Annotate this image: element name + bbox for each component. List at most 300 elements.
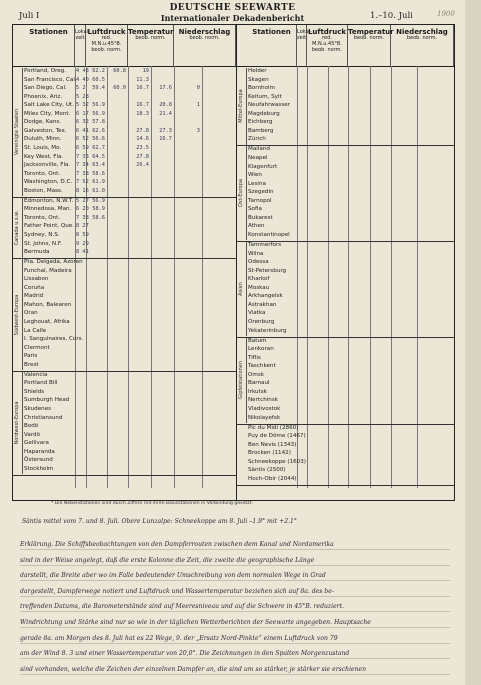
table-row bbox=[13, 302, 236, 311]
ruled-line bbox=[20, 565, 450, 566]
col-temperatur-sub: beob. norm. bbox=[353, 35, 385, 41]
cell-pn: 60.0 bbox=[113, 85, 126, 92]
col-niederschlag-title: Niederschlag bbox=[396, 28, 448, 36]
table-row bbox=[237, 68, 454, 77]
table-row bbox=[13, 232, 236, 241]
cell-lt: 5 2 bbox=[76, 85, 86, 92]
station-name: Viatka bbox=[248, 310, 266, 317]
table-row bbox=[13, 162, 236, 171]
table-row bbox=[237, 251, 454, 260]
station-name: Duluth, Minn. bbox=[24, 136, 62, 143]
station-name: St-Petersburg bbox=[248, 267, 287, 274]
region-label bbox=[237, 146, 247, 240]
station-name: Washington, D.C. bbox=[24, 179, 73, 186]
col-stationen-title: Stationen bbox=[252, 28, 291, 36]
cell-lt: 5 32 bbox=[76, 102, 89, 109]
handwritten-line: darstellt, die Breite aber wo im Falle bedeutender Umschreibung von dem normalen Wege in Grad bbox=[20, 572, 326, 580]
cell-lt: 7 33 bbox=[76, 153, 89, 160]
station-name: Bodö bbox=[24, 423, 39, 430]
cell-pn: 60.8 bbox=[113, 68, 126, 74]
table-row bbox=[13, 345, 236, 354]
station-name: Phoenix, Ariz. bbox=[24, 93, 63, 100]
table-row bbox=[13, 319, 236, 328]
region-label bbox=[237, 68, 247, 145]
station-name: Coruña bbox=[24, 284, 45, 291]
station-name: Mailand bbox=[248, 146, 270, 153]
cell-p: 62.7 bbox=[92, 144, 105, 151]
station-name: Helder bbox=[248, 68, 267, 74]
station-name: Lissabon bbox=[24, 276, 49, 283]
handwritten-line: Windrichtung und Stärke sind nur so wie in der täglichen Wetterberichten der Seewarte angegeben. Hauptsache bbox=[20, 619, 371, 626]
region-label bbox=[13, 198, 23, 258]
table-row bbox=[237, 346, 454, 355]
station-name: Tarnopol bbox=[248, 197, 272, 204]
date-range: 1.–10. Juli bbox=[370, 11, 413, 21]
station-name: Toronto, Ont. bbox=[24, 170, 61, 177]
cell-p: 62.2 bbox=[92, 68, 105, 74]
station-name: Oran bbox=[24, 310, 38, 317]
region-name: Canada u.s.w. bbox=[14, 210, 20, 246]
table-left-half bbox=[13, 25, 237, 500]
table-row bbox=[237, 406, 454, 415]
cell-p: 61.0 bbox=[92, 187, 105, 194]
station-name: Haparanda bbox=[24, 448, 55, 455]
table-row bbox=[237, 328, 454, 337]
table-row bbox=[237, 206, 454, 215]
table-row bbox=[13, 77, 236, 86]
handwritten-line: gerade 8a. am Morgen des 8. Juli hat es 22 Wege, 9. der „Ersatz Nord-Pinkte“ einem Luftdruck von 79 bbox=[20, 634, 338, 642]
region-name: Nordwest-Europa bbox=[14, 401, 20, 445]
table-row bbox=[13, 171, 236, 180]
region-name: Asien bbox=[238, 282, 244, 296]
station-name: Galveston, Tex. bbox=[24, 127, 67, 134]
station-name: Nikolayefsk bbox=[248, 414, 281, 421]
table-header bbox=[237, 25, 454, 67]
table-row bbox=[237, 155, 454, 164]
col-luftdruck-title: Luftdruck bbox=[307, 28, 347, 36]
table-row bbox=[237, 198, 454, 207]
station-name: Sofia bbox=[248, 206, 262, 213]
cell-lt: 5 27 bbox=[76, 197, 89, 204]
ruled-line bbox=[20, 596, 450, 597]
station-name: Hoch-Obir (2044) bbox=[248, 475, 297, 482]
station-name: Keitum, Sylt bbox=[248, 93, 282, 100]
cell-lt: 6 20 bbox=[76, 206, 89, 213]
cell-p: 62.6 bbox=[92, 127, 105, 134]
col-stationen-title: Stationen bbox=[29, 28, 68, 36]
station-name: St. Johns, N.F. bbox=[24, 240, 62, 247]
region-label bbox=[237, 338, 247, 424]
cell-t: 14.6 bbox=[136, 136, 149, 143]
table-row bbox=[237, 215, 454, 224]
table-row bbox=[237, 189, 454, 198]
station-name: Stockholm bbox=[24, 465, 54, 472]
table-row bbox=[13, 111, 236, 120]
station-name: Toronto, Ont. bbox=[24, 214, 61, 221]
station-name: Miles City, Mont. bbox=[24, 110, 71, 117]
station-name: Neufahrwasser bbox=[248, 102, 290, 109]
region-name: Vereinigte Staaten bbox=[14, 108, 20, 156]
table-row bbox=[13, 136, 236, 145]
handwritten-line: treffenden Datums, die Barometerstände sind auf Meeresniveau und auf die Schwere in 45°B. reduziert. bbox=[20, 603, 344, 611]
table-row bbox=[237, 467, 454, 476]
data-table bbox=[12, 24, 455, 506]
station-name: Östersund bbox=[24, 457, 53, 464]
table-row bbox=[237, 319, 454, 328]
cell-lt: 6 32 bbox=[76, 119, 89, 126]
cell-tn: 27.3 bbox=[159, 127, 172, 134]
handwritten-line: dargestellt, Dampferwege notiert und Luftdruck und Wassertemperatur beziehen sich auf 8a. des be- bbox=[20, 587, 334, 595]
table-row bbox=[13, 268, 236, 277]
station-name: Lenkoran bbox=[248, 346, 274, 353]
station-name: Boston, Mass. bbox=[24, 187, 63, 194]
table-row bbox=[237, 242, 454, 251]
station-name: San Diego, Cal. bbox=[24, 85, 67, 92]
region-name: Südwest-Europa bbox=[14, 294, 20, 335]
cell-lt: 6 52 bbox=[76, 136, 89, 143]
station-name: Funchal, Madeira bbox=[24, 267, 72, 274]
ruled-line bbox=[20, 580, 450, 581]
station-name: Vardö bbox=[24, 431, 40, 438]
col-luftdruck-sub: beob. norm. bbox=[91, 47, 122, 53]
station-name: Key West, Fla. bbox=[24, 153, 64, 160]
cell-lt: 7 38 bbox=[76, 214, 89, 221]
station-name: I. Sanguinaires, Cors. bbox=[24, 336, 84, 343]
cell-p: 57.8 bbox=[92, 119, 105, 126]
station-name: Ben Nevis (1343) bbox=[248, 441, 297, 448]
table-row bbox=[13, 259, 236, 268]
station-name: Clermont bbox=[24, 344, 50, 351]
cell-p: 61.9 bbox=[92, 179, 105, 186]
table-row bbox=[13, 145, 236, 154]
col-niederschlag bbox=[174, 25, 236, 66]
station-name: Pic du Midi (2860) bbox=[248, 424, 299, 431]
table-row bbox=[237, 459, 454, 468]
cell-t: 27.8 bbox=[136, 127, 149, 134]
cell-t: 11.3 bbox=[136, 76, 149, 83]
col-lokalzeit-sub: Lokal-zeit bbox=[75, 29, 90, 41]
station-name: Konstantinopel bbox=[248, 231, 290, 238]
report-subtitle: Internationaler Dekadenbericht bbox=[160, 13, 305, 23]
station-name: Tammerfors bbox=[248, 242, 282, 248]
cell-p: 58.9 bbox=[92, 206, 105, 213]
table-row bbox=[13, 198, 236, 207]
table-row bbox=[13, 432, 236, 441]
table-row bbox=[237, 164, 454, 173]
cell-lt: 6 41 bbox=[76, 127, 89, 134]
station-name: Brocken (1142) bbox=[248, 450, 291, 457]
table-row bbox=[13, 336, 236, 345]
col-niederschlag-sub: beob. norm. bbox=[189, 35, 220, 41]
table-row bbox=[13, 85, 236, 94]
cell-t: 19 bbox=[142, 68, 149, 74]
table-row bbox=[13, 466, 236, 475]
cell-p: 56.9 bbox=[92, 102, 105, 109]
station-name: Salt Lake City, Ut. bbox=[24, 102, 74, 109]
station-name: Athen bbox=[248, 223, 265, 230]
station-name: Brest bbox=[24, 361, 39, 368]
station-name: Portland, Oreg. bbox=[24, 68, 67, 74]
station-name: Sydney, N.S. bbox=[24, 231, 60, 238]
col-luftdruck-title: Luftdruck bbox=[87, 28, 126, 36]
station-name: Skagen bbox=[248, 76, 269, 83]
station-name: Lesina bbox=[248, 180, 266, 187]
cell-lt: 6 17 bbox=[76, 110, 89, 117]
table-row bbox=[237, 172, 454, 181]
table-row bbox=[13, 94, 236, 103]
table-row bbox=[237, 285, 454, 294]
station-name: Tiflis bbox=[248, 354, 261, 361]
station-name: Zürich bbox=[248, 136, 266, 143]
region-label bbox=[237, 242, 247, 336]
station-name: St. Louis, Mo. bbox=[24, 144, 62, 151]
table-row bbox=[237, 372, 454, 381]
table-row bbox=[13, 215, 236, 224]
cell-p: 58.6 bbox=[92, 170, 105, 177]
cell-tn: 20.8 bbox=[159, 102, 172, 109]
cell-lt: 4 48 bbox=[76, 68, 89, 74]
station-name: Madrid bbox=[24, 293, 44, 300]
table-row bbox=[237, 450, 454, 459]
table-row bbox=[237, 85, 454, 94]
table-row bbox=[237, 128, 454, 137]
ruled-line bbox=[20, 658, 450, 659]
station-name: Neapel bbox=[248, 155, 268, 161]
cell-lt: 5 28 bbox=[76, 93, 89, 100]
col-temperatur-title: Temperatur bbox=[348, 28, 394, 36]
station-name: Yekaterinburg bbox=[248, 327, 287, 334]
station-name: Eichberg bbox=[248, 119, 273, 126]
cell-p: 56.9 bbox=[92, 197, 105, 204]
table-row bbox=[237, 355, 454, 364]
station-name: Szegedin bbox=[248, 189, 274, 196]
table-row bbox=[237, 476, 454, 485]
table-row bbox=[237, 302, 454, 311]
table-row bbox=[13, 102, 236, 111]
table-row bbox=[13, 380, 236, 389]
table-row bbox=[13, 249, 236, 258]
cell-lt: 8 27 bbox=[76, 223, 89, 230]
table-footnote: * Die Nebenstationen sind durch Ziffern mit ihren Basisstationen in Verbindung gesetzt. bbox=[51, 501, 253, 506]
table-row bbox=[13, 285, 236, 294]
col-lokalzeit-sub: Lokal-zeit bbox=[297, 29, 312, 41]
col-stationen bbox=[23, 25, 75, 66]
table-row bbox=[13, 154, 236, 163]
cell-t: 18.3 bbox=[136, 110, 149, 117]
station-name: Nertchinsk bbox=[248, 397, 278, 404]
station-name: Batum bbox=[248, 337, 267, 344]
table-row bbox=[237, 94, 454, 103]
station-name: Minnedosa, Man. bbox=[24, 206, 72, 213]
cell-t: 16.7 bbox=[136, 85, 149, 92]
station-name: Dodge, Kans. bbox=[24, 119, 62, 126]
station-name: Valencia bbox=[24, 371, 48, 378]
station-name: Klagenfurt bbox=[248, 163, 278, 170]
station-name: Christiansund bbox=[24, 414, 63, 421]
cell-r: 0 bbox=[196, 85, 200, 92]
col-niederschlag bbox=[391, 25, 454, 66]
station-name: Moskau bbox=[248, 284, 270, 291]
table-row bbox=[13, 223, 236, 232]
station-name: San Francisco, Cal. bbox=[24, 76, 77, 83]
cell-lt: 8 41 bbox=[76, 249, 89, 256]
cell-p: 63.4 bbox=[92, 162, 105, 169]
table-row bbox=[13, 119, 236, 128]
table-row bbox=[13, 423, 236, 432]
region-name: Mittel-Europa bbox=[238, 89, 244, 124]
region-name: Gipfelstationen bbox=[238, 361, 244, 400]
station-name: Taschkent bbox=[248, 363, 276, 370]
cell-p: 59.4 bbox=[92, 85, 105, 92]
report-org-title: DEUTSCHE SEEWARTE bbox=[169, 3, 296, 13]
cell-t: 27.8 bbox=[136, 153, 149, 160]
table-row bbox=[13, 128, 236, 137]
table-row bbox=[13, 362, 236, 371]
table-row bbox=[13, 276, 236, 285]
station-name: Portland Bill bbox=[24, 380, 58, 387]
station-name: Father Point, Que. bbox=[24, 223, 75, 230]
handwritten-line: Erklärung. Die Schiffsbeobachtungen von den Dampferrouten zwischen dem Kanal und Nordamerika bbox=[20, 541, 334, 548]
ruled-line bbox=[20, 611, 450, 612]
cell-lt: 7 52 bbox=[76, 179, 89, 186]
table-row bbox=[13, 206, 236, 215]
station-name: Gellivara bbox=[24, 440, 49, 447]
table-row bbox=[237, 77, 454, 86]
cell-p: 58.6 bbox=[92, 214, 105, 221]
station-name: Orenburg bbox=[248, 318, 275, 325]
table-row bbox=[237, 119, 454, 128]
pencil-year-note: 1900 bbox=[437, 10, 455, 18]
handwritten-line: sind in der Weise angelegt, daß die erste Kolonne die Zeit, die zweite die geographische Länge bbox=[20, 556, 315, 564]
col-niederschlag-sub: beob. norm. bbox=[406, 35, 438, 41]
cell-tn: 17.6 bbox=[159, 85, 172, 92]
station-name: Magdeburg bbox=[248, 110, 280, 117]
station-name: Sumburgh Head bbox=[24, 397, 70, 404]
cell-lt: 8 16 bbox=[76, 187, 89, 194]
station-name: Kharkof bbox=[248, 276, 270, 283]
col-luftdruck bbox=[86, 25, 128, 66]
table-row bbox=[237, 111, 454, 120]
cell-tn: 16.7 bbox=[159, 136, 172, 143]
table-row bbox=[237, 433, 454, 442]
cell-lt: 8 59 bbox=[76, 231, 89, 238]
table-row bbox=[13, 440, 236, 449]
table-row bbox=[13, 389, 236, 398]
station-name: Vladivostok bbox=[248, 405, 281, 412]
station-name: Bukarest bbox=[248, 214, 273, 221]
cell-p: 56.6 bbox=[92, 136, 105, 143]
col-lokalzeit bbox=[297, 25, 312, 66]
station-name: Arkhangelsk bbox=[248, 293, 283, 300]
station-name: Astrakhan bbox=[248, 301, 277, 308]
table-row bbox=[237, 338, 454, 347]
cell-r: 1 bbox=[196, 102, 200, 109]
station-name: Leghouat, Afrika bbox=[24, 318, 70, 325]
table-row bbox=[13, 179, 236, 188]
station-name: Barnaul bbox=[248, 380, 270, 387]
station-name: Irkutsk bbox=[248, 388, 267, 395]
station-name: Wilna bbox=[248, 250, 264, 257]
table-row bbox=[237, 276, 454, 285]
table-row bbox=[13, 372, 236, 381]
station-name: Mahon, Balearen bbox=[24, 301, 72, 308]
station-name: Paris bbox=[24, 353, 38, 360]
table-row bbox=[13, 415, 236, 424]
cell-lt: 6 59 bbox=[76, 144, 89, 151]
cell-p: 56.9 bbox=[92, 110, 105, 117]
station-name: Edmonton, N.W.T. bbox=[24, 197, 74, 204]
station-name: Bamberg bbox=[248, 127, 274, 134]
table-row bbox=[237, 293, 454, 302]
table-row bbox=[237, 102, 454, 111]
col-luftdruck-sub: red. M.N.u.45°B. bbox=[91, 35, 122, 47]
col-temperatur-sub: beob. norm. bbox=[135, 35, 166, 41]
ruled-line bbox=[20, 549, 450, 550]
col-niederschlag-title: Niederschlag bbox=[178, 28, 231, 36]
col-temperatur bbox=[128, 25, 174, 66]
col-temperatur bbox=[348, 25, 394, 66]
region-label bbox=[13, 372, 23, 475]
table-row bbox=[237, 223, 454, 232]
table-right-half bbox=[237, 25, 454, 500]
cell-p: 60.5 bbox=[92, 76, 105, 83]
station-name: Puy de Dôme (1467) bbox=[248, 433, 306, 440]
table-row bbox=[13, 310, 236, 319]
cell-lt: 4 40 bbox=[76, 76, 89, 83]
station-name: Wien bbox=[248, 172, 262, 179]
cell-lt: 7 34 bbox=[76, 162, 89, 169]
cell-t: 23.5 bbox=[136, 144, 149, 151]
table-row bbox=[13, 457, 236, 466]
handwritten-line: am der Wind 8. 3 und einer Wassertemperatur von 20,0°. Die Zeichnungen in den Spalten Morgenzustand bbox=[20, 650, 350, 658]
handwritten-note-line: Säntis mittel vom 7. und 8. Juli. Obere Lunzalpe: Schneekoppe am 8. Juli –1.9° mit +2.1° bbox=[22, 518, 297, 525]
table-row bbox=[13, 353, 236, 362]
cell-tn: 21.4 bbox=[159, 110, 172, 117]
table-row bbox=[237, 415, 454, 424]
table-row bbox=[237, 389, 454, 398]
col-luftdruck-sub: beob. norm. bbox=[311, 47, 343, 53]
table-row bbox=[237, 380, 454, 389]
station-name: Säntis (2500) bbox=[248, 467, 286, 474]
period-label: Juli I bbox=[19, 11, 40, 21]
cell-t: 26.4 bbox=[136, 162, 149, 169]
region-name: Ost-Europa bbox=[238, 179, 244, 208]
station-name: Schneekoppe (1603) bbox=[248, 458, 306, 465]
station-name: La Calle bbox=[24, 327, 47, 334]
handwritten-line: sind vorhanden, welche die Zeichen der einzelnen Dampfer an, die sind um so stärker, je stärker sie erschienen bbox=[20, 665, 367, 673]
table-row bbox=[237, 425, 454, 434]
table-row bbox=[13, 241, 236, 250]
table-row bbox=[13, 397, 236, 406]
table-row bbox=[13, 406, 236, 415]
cell-r: 3 bbox=[196, 127, 200, 134]
table-row bbox=[237, 268, 454, 277]
col-lokalzeit bbox=[75, 25, 90, 66]
group-divider bbox=[237, 485, 454, 486]
ruled-line bbox=[20, 674, 450, 675]
table-row bbox=[13, 188, 236, 197]
table-row bbox=[237, 363, 454, 372]
station-name: Shields bbox=[24, 388, 45, 395]
col-luftdruck-sub: red. M.N.u.45°B. bbox=[312, 35, 342, 47]
table-header bbox=[13, 25, 236, 67]
table-row bbox=[237, 442, 454, 451]
station-name: Jacksonville, Fla. bbox=[24, 162, 71, 169]
station-name: Omsk bbox=[248, 371, 265, 378]
station-name: Skudenes bbox=[24, 405, 52, 412]
table-row bbox=[13, 293, 236, 302]
table-row bbox=[237, 310, 454, 319]
